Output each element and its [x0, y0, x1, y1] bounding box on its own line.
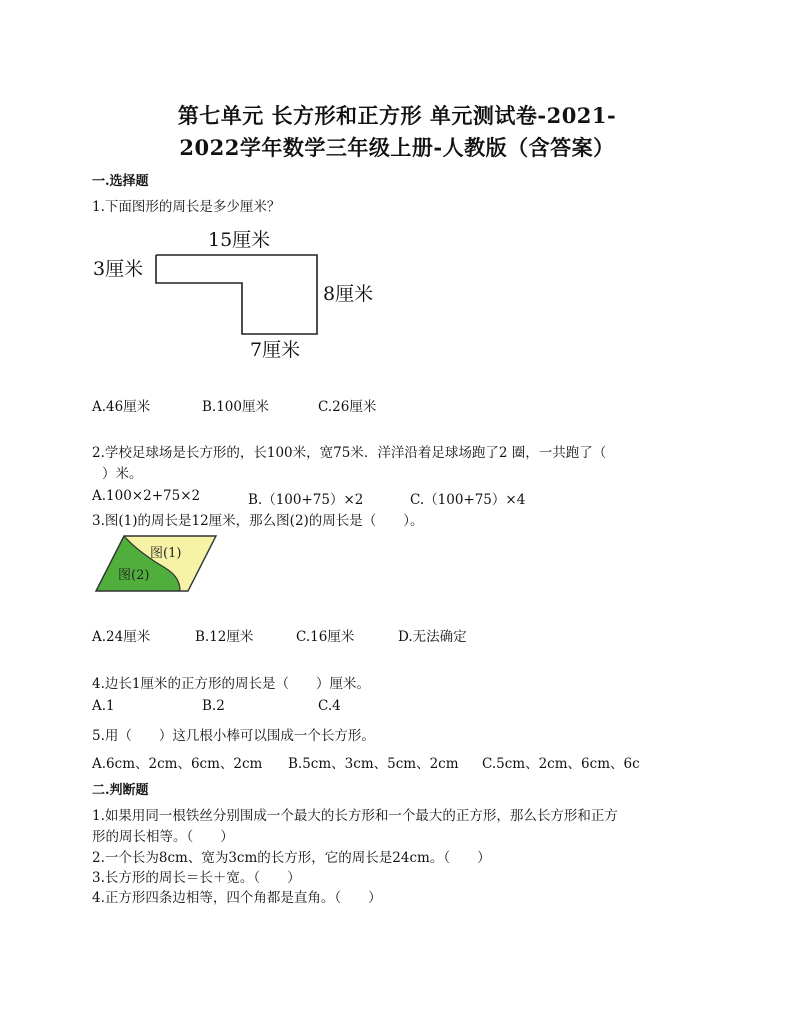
judge-item-3: 3.长方形的周长＝长＋宽。（ ）: [92, 870, 301, 886]
question-1-figure: [88, 222, 408, 367]
figure-1-label: 图(1): [150, 546, 182, 561]
l-shape-outline: [156, 255, 317, 334]
question-2-line2: ）米。: [102, 466, 143, 482]
q4-option-c: C.4: [318, 698, 341, 714]
judge-item-4: 4.正方形四条边相等，四个角都是直角。（ ）: [92, 890, 382, 906]
judge-item-1-line2: 形的周长相等。（ ）: [92, 829, 234, 845]
q5-option-a: A.6cm、2cm、6cm、2cm: [92, 756, 263, 772]
judge-item-2: 2.一个长为8cm、宽为3cm的长方形，它的周长是24cm。（ ）: [92, 850, 491, 866]
label-top: 15厘米: [208, 229, 271, 251]
q1-option-c: C.26厘米: [318, 399, 377, 415]
section-heading-judge: 二.判断题: [92, 783, 149, 798]
section-heading-choice: 一.选择题: [92, 174, 149, 189]
q2-option-a: A.100×2+75×2: [92, 488, 201, 504]
q1-option-b: B.100厘米: [202, 399, 269, 415]
q4-option-b: B.2: [202, 698, 225, 714]
q5-option-c: C.5cm、2cm、6cm、6c: [482, 756, 640, 772]
question-3-figure: [94, 533, 220, 595]
q3-option-b: B.12厘米: [195, 629, 254, 645]
q3-option-d: D.无法确定: [398, 629, 467, 645]
q3-option-c: C.16厘米: [296, 629, 355, 645]
figure-2-label: 图(2): [118, 568, 150, 583]
q1-option-a: A.46厘米: [92, 399, 151, 415]
question-4-text: 4.边长1厘米的正方形的周长是（ ）厘米。: [92, 676, 370, 692]
label-left: 3厘米: [93, 258, 144, 280]
question-3-text: 3.图(1)的周长是12厘米，那么图(2)的周长是（ ）。: [92, 513, 424, 529]
q5-option-b: B.5cm、3cm、5cm、2cm: [288, 756, 459, 772]
question-1-text: 1.下面图形的周长是多少厘米？: [92, 199, 281, 215]
q3-option-a: A.24厘米: [92, 629, 151, 645]
page-title-line1: 第七单元 长方形和正方形 单元测试卷-2021-: [177, 103, 617, 128]
question-2-line1: 2.学校足球场是长方形的，长100米，宽75米．洋洋沿着足球场跑了2 圈，一共跑了（: [92, 445, 607, 461]
q2-option-c: C.（100+75）×4: [410, 492, 526, 508]
question-5-text: 5.用（ ）这几根小棒可以围成一个长方形。: [92, 728, 375, 744]
q2-option-b: B.（100+75）×2: [248, 492, 364, 508]
page-title-line2: 2022学年数学三年级上册-人教版（含答案）: [179, 135, 615, 160]
label-right: 8厘米: [323, 283, 374, 305]
q4-option-a: A.1: [92, 698, 115, 714]
judge-item-1-line1: 1.如果用同一根铁丝分别围成一个最大的长方形和一个最大的正方形，那么长方形和正方: [92, 808, 618, 824]
label-bottom: 7厘米: [250, 339, 301, 361]
